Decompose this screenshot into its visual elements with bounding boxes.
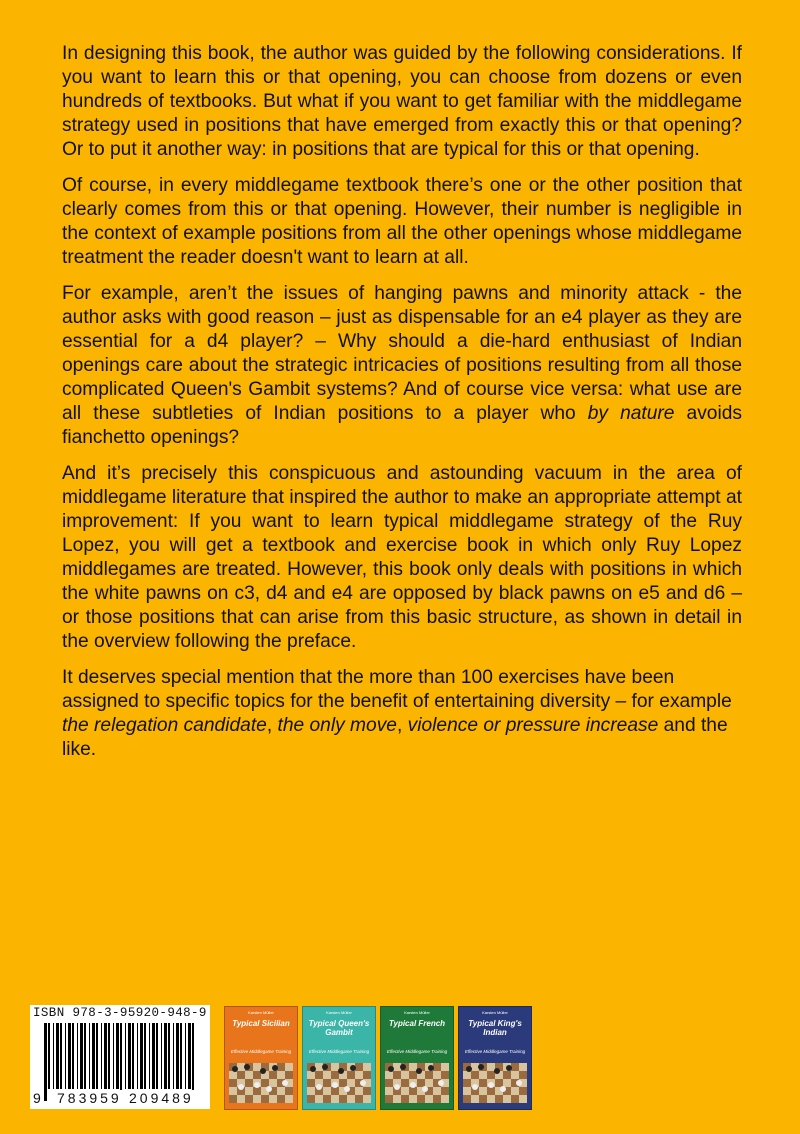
chessboard-image [229, 1063, 293, 1103]
paragraph-5-sep-1: , [266, 715, 278, 736]
barcode-group-2: 209489 [129, 1090, 194, 1106]
book-subtitle: Effective Middlegame Training [464, 1049, 526, 1054]
book-subtitle: Effective Middlegame Training [308, 1049, 370, 1054]
paragraph-3 [62, 282, 742, 450]
chessboard-image [463, 1063, 527, 1103]
book-title: Typical French [388, 1019, 446, 1028]
paragraph-3-part-a: For example, aren’t the issues of hanging pawns and minority attack - the author asks with good reason – just as dispensable for an e4 player as they are essential for a d4 player? – Why should a die-hard enthusiast of Indian openings care about the strategic intricacies of positions resulting from all those complicated Queen's Gambit systems? And of course vice versa: what use are all these subtleties of Indian positions to a player who [62, 283, 742, 424]
paragraph-4: And it’s precisely this conspicuous and astounding vacuum in the area of middlegame literature that inspired the author to make an appropriate attempt at improvement: If you want to learn typical middlegame strategy of the Ruy Lopez, you will get a textbook and exercise book in which only Ruy Lopez middlegames are treated. However, this book only deals with positions in which the white pawns on c3, d4 and e4 are opposed by black pawns on e5 and d6 – or those positions that can arise from this basic structure, as shown in detail in the overview following the preface. [62, 463, 742, 652]
paragraph-2: Of course, in every middlegame textbook there’s one or the other position that clearly comes from this or that opening. However, their number is negligible in the context of example positions from all the other openings whose middlegame treatment the reader doesn't want to learn at all. [62, 175, 742, 268]
paragraph-1: In designing this book, the author was guided by the following considerations. If you want to learn this or that opening, you can choose from dozens or even hundreds of textbooks. But what if you want to get familiar with the middlegame strategy used in positions that have emerged from exactly this or that opening? Or to put it another way: in positions that are typical for this or that opening. [62, 43, 742, 160]
paragraph-5-sep-2: , [396, 715, 408, 736]
paragraph-3-part-b: avoids fianchetto openings? [62, 403, 742, 448]
book-cover-queens-gambit [302, 1006, 376, 1110]
book-cover-sicilian [224, 1006, 298, 1110]
paragraph-5-part-b: and the like. [62, 715, 728, 760]
barcode-group-1: 783959 [57, 1090, 122, 1106]
book-author: Karsten Müller [326, 1010, 352, 1015]
book-title: Typical King's Indian [468, 1019, 522, 1037]
book-author: Karsten Müller [404, 1010, 430, 1015]
paragraph-5-emphasis-2: the only move [277, 715, 397, 736]
back-cover-text [62, 42, 742, 774]
book-subtitle: Effective Middlegame Training [386, 1049, 448, 1054]
chessboard-image [385, 1063, 449, 1103]
barcode-first-digit: 9 [33, 1090, 41, 1106]
book-cover-french [380, 1006, 454, 1110]
paragraph-5-emphasis-3: violence or pressure increase [407, 715, 659, 736]
book-subtitle: Effective Middlegame Training [230, 1049, 292, 1054]
chessboard-image [307, 1063, 371, 1103]
paragraph-5-emphasis-1: the relegation candidate [62, 715, 267, 736]
book-title: Typical Queen's Gambit [308, 1019, 370, 1037]
paragraph-3-emphasis: by nature [587, 403, 675, 424]
book-title: Typical Sicilian [232, 1019, 290, 1028]
isbn-barcode [30, 1005, 210, 1109]
paragraph-5 [62, 666, 742, 762]
book-author: Karsten Müller [248, 1010, 274, 1015]
isbn-label: ISBN 978-3-95920-948-9 [33, 1006, 207, 1020]
book-author: Karsten Müller [482, 1010, 508, 1015]
paragraph-5-part-a: It deserves special mention that the more than 100 exercises have been assigned to specific topics for the benefit of entertaining diversity – for example [62, 667, 732, 712]
book-cover-kings-indian [458, 1006, 532, 1110]
